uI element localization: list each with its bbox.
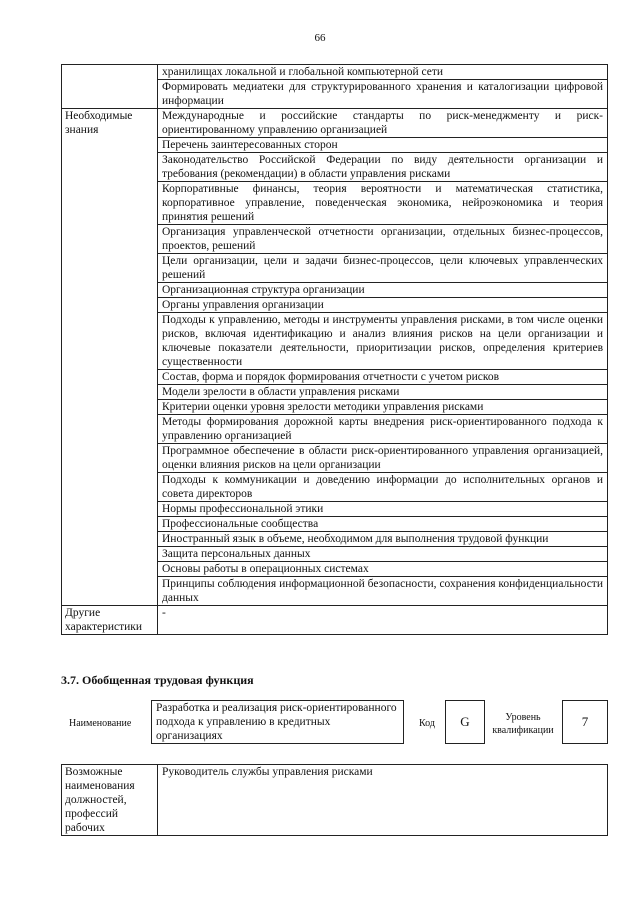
row-text: Организационная структура организации [158,283,608,298]
code-value: G [445,700,485,744]
row-text: Основы работы в операционных системах [158,562,608,577]
positions-table [61,764,608,836]
row-text: Подходы к управлению, методы и инструменты управления рисками, в том числе оценки рисков, включая идентификацию и анализ влияния рисков на цели организации и ключевые показатели деятельности, приоритизации рисков, определения критериев существенности [158,313,608,370]
row-label: Другие характеристики [62,606,158,635]
row-text: Подходы к коммуникации и доведению информации до исполнительных органов и совета директоров [158,473,608,502]
row-text: - [158,606,608,635]
row-text: Защита персональных данных [158,547,608,562]
row-text: Профессиональные сообщества [158,517,608,532]
row-text: Цели организации, цели и задачи бизнес-процессов, цели ключевых управленческих решений [158,254,608,283]
row-text: Состав, форма и порядок формирования отчетности с учетом рисков [158,370,608,385]
function-name-label: Наименование [69,718,132,729]
row-text: Нормы профессиональной этики [158,502,608,517]
row-text: Критерии оценки уровня зрелости методики управления рисками [158,400,608,415]
row-text: Законодательство Российской Федерации по виду деятельности организации и требования (рекомендации) в области управления рисками [158,153,608,182]
function-name-value: Разработка и реализация риск-ориентированного подхода к управлению в кредитных организациях [151,700,404,744]
positions-label: Возможные наименования должностей, профессий рабочих [62,765,158,836]
row-text: Перечень заинтересованных сторон [158,138,608,153]
row-text: Принципы соблюдения информационной безопасности, сохранения конфиденциальности данных [158,577,608,606]
table-row [62,606,608,635]
page-number: 66 [314,32,326,44]
row-text: Иностранный язык в объеме, необходимом для выполнения трудовой функции [158,532,608,547]
table-row [62,65,608,80]
row-text: Международные и российские стандарты по риск-менеджменту и риск-ориентированному управлению организацией [158,109,608,138]
qualification-level-value: 7 [562,700,608,744]
qualification-level-label: Уровень квалификации [492,712,554,736]
row-text: Корпоративные финансы, теория вероятности и математическая статистика, корпоративное управление, поведенческая экономика, нейроэкономика и теория принятия решений [158,182,608,225]
row-text: Программное обеспечение в области риск-ориентированного управления организацией, оценки влияния рисков на цели организации [158,444,608,473]
section-title: 3.7. Обобщенная трудовая функция [61,673,254,687]
row-label [62,65,158,109]
code-label: Код [419,718,435,729]
row-label: Необходимые знания [62,109,158,606]
row-text: хранилищах локальной и глобальной компьютерной сети [158,65,608,80]
knowledge-table [61,64,608,635]
positions-value: Руководитель службы управления рисками [158,765,608,836]
row-text: Методы формирования дорожной карты внедрения риск-ориентированного подхода к управлению организацией [158,415,608,444]
row-text: Организация управленческой отчетности организации, отдельных бизнес-процессов, проектов, решений [158,225,608,254]
row-text: Модели зрелости в области управления рисками [158,385,608,400]
table-row [62,765,608,836]
table-row [62,109,608,138]
row-text: Формировать медиатеки для структурированного хранения и каталогизации цифровой информации [158,80,608,109]
row-text: Органы управления организации [158,298,608,313]
